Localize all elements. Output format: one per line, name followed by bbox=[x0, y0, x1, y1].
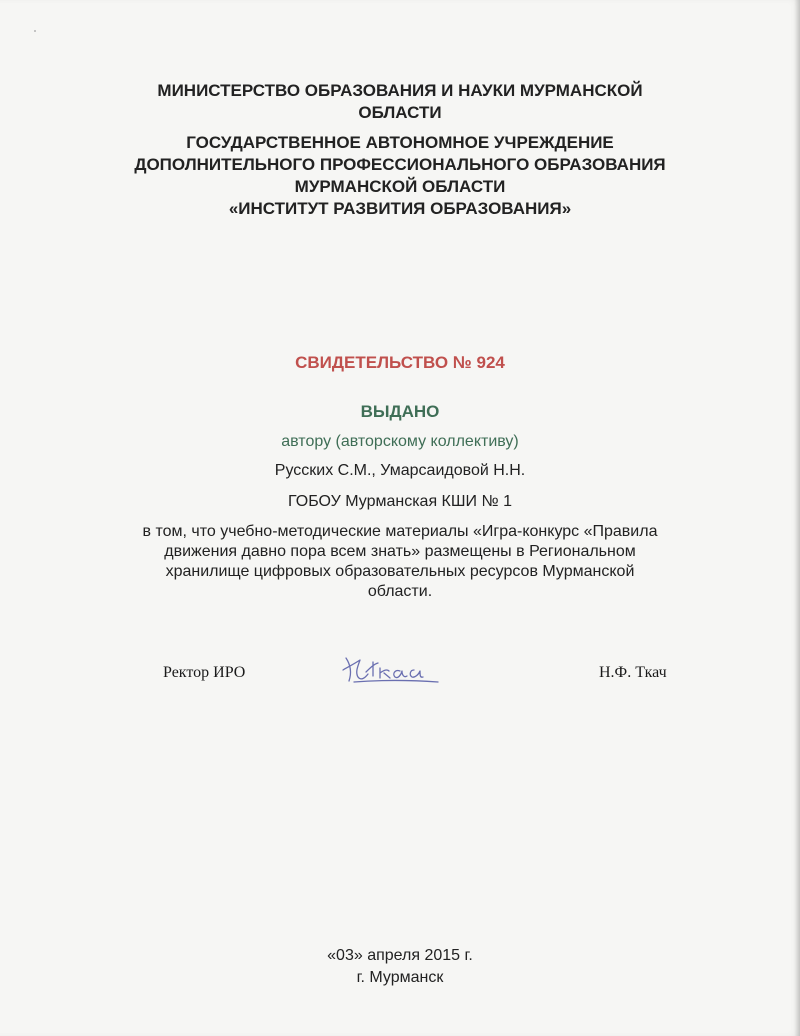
certificate-title: СВИДЕТЕЛЬСТВО № 924 bbox=[295, 353, 505, 372]
statement-line-2: движения давно пора всем знать» размещены в Региональном bbox=[164, 543, 636, 560]
issued-label: ВЫДАНО bbox=[360, 402, 440, 421]
institution-line-3: МУРМАНСКОЙ ОБЛАСТИ bbox=[294, 177, 506, 196]
statement-line-4: области. bbox=[367, 583, 433, 600]
ministry-header bbox=[0, 80, 800, 124]
rector-label: Ректор ИРО bbox=[163, 664, 246, 681]
ministry-line-1: МИНИСТЕРСТВО ОБРАЗОВАНИЯ И НАУКИ МУРМАНСКОЙ bbox=[157, 81, 643, 100]
issue-city: г. Мурманск bbox=[356, 969, 444, 986]
statement-line-1: в том, что учебно-методические материалы «Игра-конкурс «Правила bbox=[142, 523, 658, 540]
issue-date: «03» апреля 2015 г. bbox=[327, 947, 473, 964]
recipient-names: Русских С.М., Умарсаидовой Н.Н. bbox=[274, 462, 526, 479]
institution-line-2: ДОПОЛНИТЕЛЬНОГО ПРОФЕССИОНАЛЬНОГО ОБРАЗОВАНИЯ bbox=[134, 155, 666, 174]
ministry-line-2: ОБЛАСТИ bbox=[358, 103, 442, 122]
recipient-label: автору (авторскому коллективу) bbox=[281, 433, 519, 450]
institution-line-4: «ИНСТИТУТ РАЗВИТИЯ ОБРАЗОВАНИЯ» bbox=[228, 199, 572, 218]
statement-line-3: хранилище цифровых образовательных ресурсов Мурманской bbox=[165, 563, 635, 580]
handwritten-signature bbox=[340, 650, 450, 688]
certificate-statement bbox=[0, 522, 800, 602]
signer-name: Н.Ф. Ткач bbox=[599, 664, 667, 681]
institution-header bbox=[0, 132, 800, 220]
recipient-organization: ГОБОУ Мурманская КШИ № 1 bbox=[288, 493, 512, 510]
scan-speck bbox=[34, 30, 36, 32]
institution-line-1: ГОСУДАРСТВЕННОЕ АВТОНОМНОЕ УЧРЕЖДЕНИЕ bbox=[186, 133, 614, 152]
